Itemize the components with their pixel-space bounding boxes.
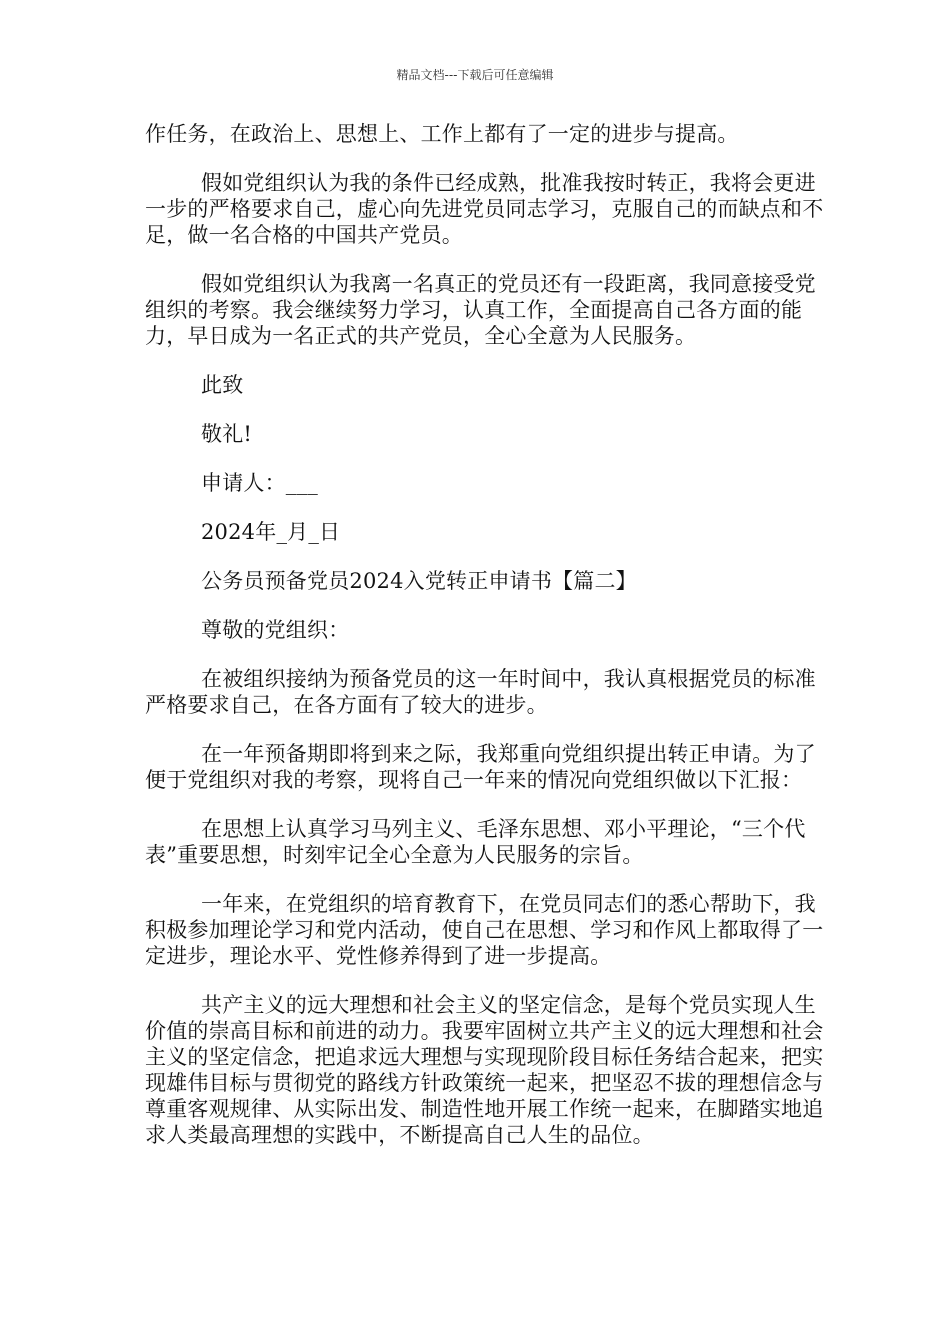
date-line: 2024年_月_日 (201, 520, 341, 544)
paragraph: 在被组织接纳为预备党员的这一年时间中，我认真根据党员的标准严格要求自己，在各方面有了较大的进步。 (145, 667, 816, 717)
page-header: 精品文档---下载后可任意编辑 (396, 68, 554, 82)
paragraph: 共产主义的远大理想和社会主义的坚定信念，是每个党员实现人生价值的崇高目标和前进的动力。我要牢固树立共产主义的远大理想和社会主义的坚定信念，把追求远大理想与实现现阶段目标任务结合起来，把实现雄伟目标与贯彻党的路线方针政策统一起来，把坚忍不拔的理想信念与尊重客观规律、从实际出发、制造性地开展工作统一起来，在脚踏实地追求人类最高理想的实践中，不断提高自己人生的品位。 (145, 993, 824, 1147)
paragraph: 一年来，在党组织的培育教育下，在党员同志们的悉心帮助下，我积极参加理论学习和党内活动，使自己在思想、学习和作风上都取得了一定进步，理论水平、党性修养得到了进一步提高。 (145, 892, 824, 968)
paragraph: 在一年预备期即将到来之际，我郑重向党组织提出转正申请。为了便于党组织对我的考察，现将自己一年来的情况向党组织做以下汇报： (145, 742, 816, 792)
paragraph: 假如党组织认为我离一名真正的党员还有一段距离，我同意接受党组织的考察。我会继续努力学习，认真工作，全面提高自己各方面的能力，早日成为一名正式的共产党员，全心全意为人民服务。 (145, 272, 816, 348)
greeting: 尊敬的党组织： (201, 618, 350, 642)
document-body (145, 121, 825, 1171)
closing-regards: 敬礼! (201, 422, 253, 446)
paragraph: 在思想上认真学习马列主义、毛泽东思想、邓小平理论，“三个代表”重要思想，时刻牢记全心全意为人民服务的宗旨。 (145, 817, 806, 867)
applicant-line: 申请人：___ (201, 471, 318, 495)
paragraph: 作任务，在政治上、思想上、工作上都有了一定的进步与提高。 (145, 122, 739, 146)
closing-salutation: 此致 (201, 373, 244, 397)
paragraph: 假如党组织认为我的条件已经成熟，批准我按时转正，我将会更进一步的严格要求自己，虚心向先进党员同志学习，克服自己的而缺点和不足，做一名合格的中国共产党员。 (145, 171, 824, 247)
section-title: 公务员预备党员2024入党转正申请书【篇二】 (201, 569, 637, 593)
